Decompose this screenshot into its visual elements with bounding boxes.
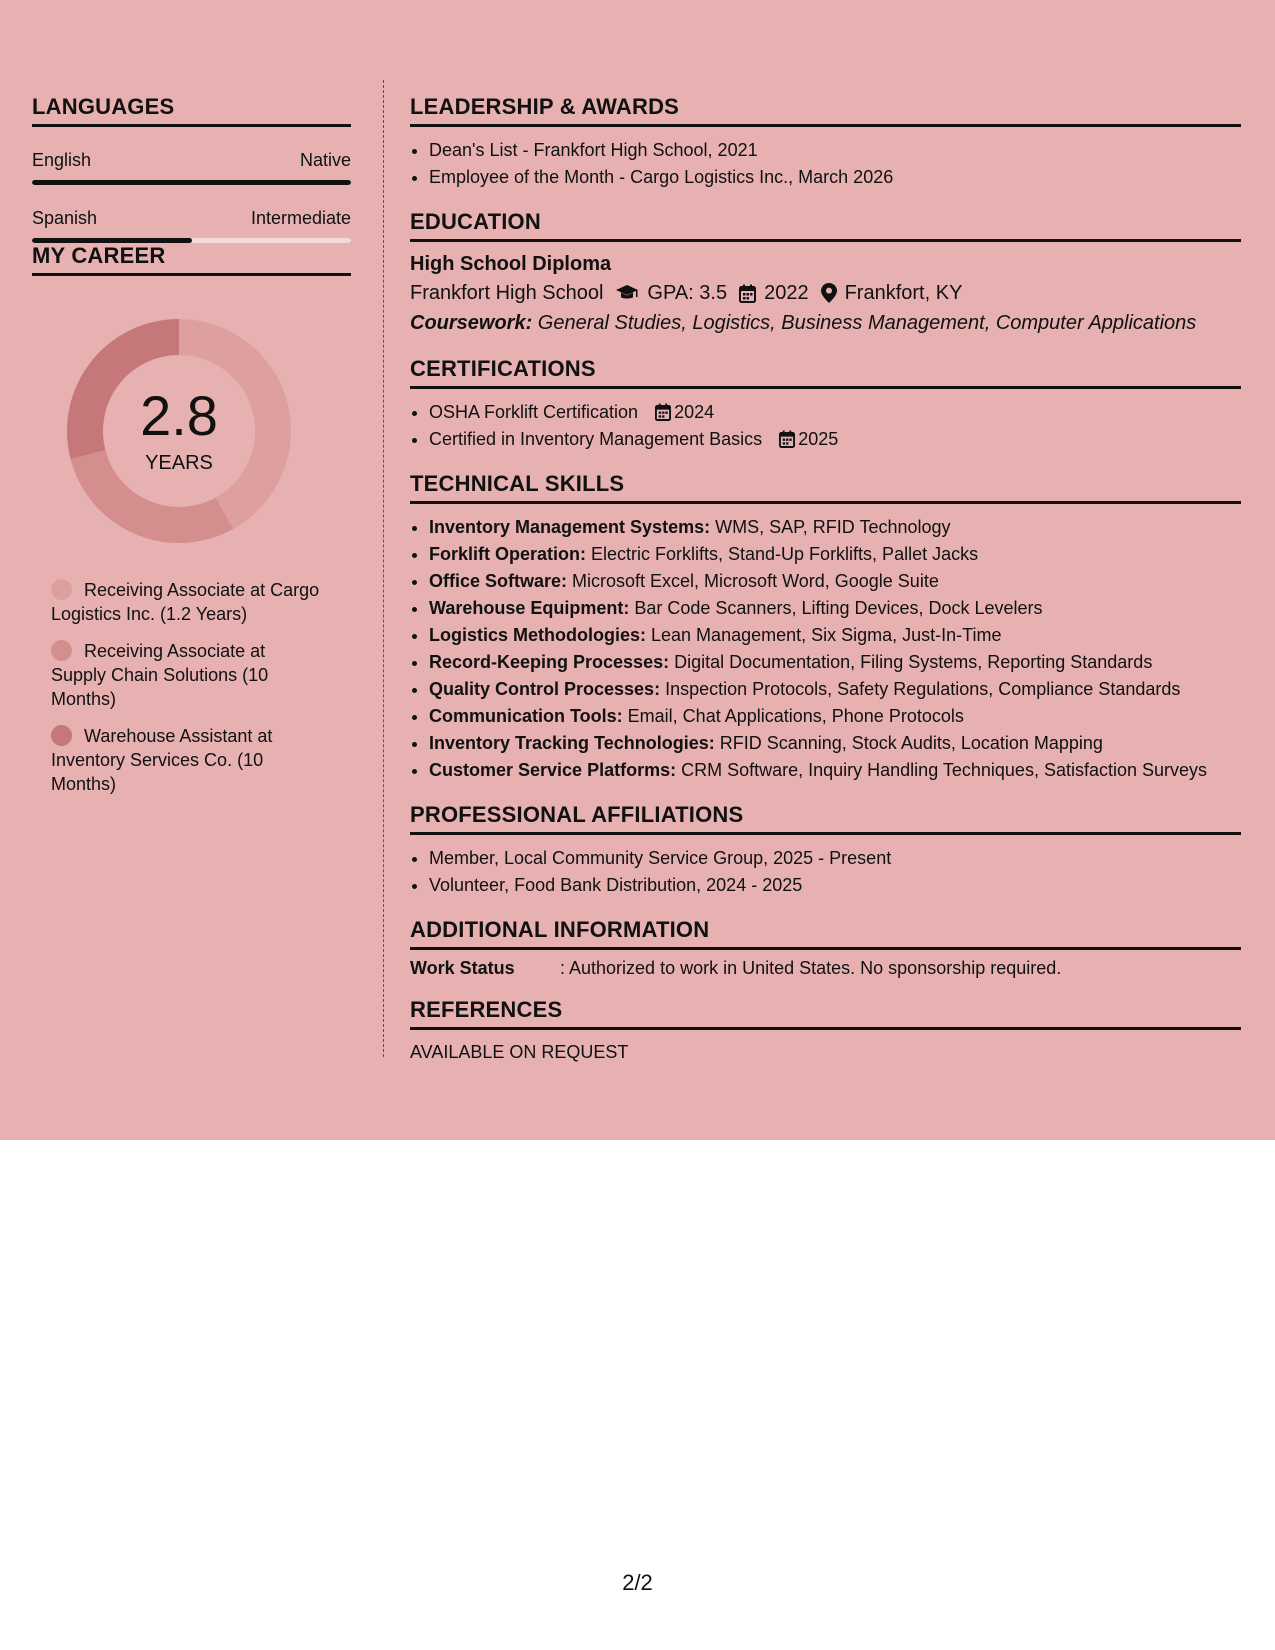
legend-color-dot [51,640,72,661]
language-name: Spanish [32,208,98,228]
skill-category: Inventory Management Systems: [429,517,711,537]
calendar-icon [739,284,756,303]
skill-values: Microsoft Excel, Microsoft Word, Google Suite [567,571,939,591]
references-section [410,997,1241,1063]
certifications-section [410,356,1241,453]
affiliations-section [410,802,1241,899]
references-text: AVAILABLE ON REQUEST [410,1042,629,1062]
certification-year: 2025 [798,429,839,449]
affiliations-heading: PROFESSIONAL AFFILIATIONS [410,802,1241,835]
skill-category: Forklift Operation: [429,544,586,564]
list-item [429,399,1241,426]
calendar-icon [779,430,795,448]
list-item [429,426,1241,453]
skill-category: Record-Keeping Processes: [429,652,670,672]
list-item: • Dean's List - Frankfort High School, 2021 [429,137,1241,164]
additional-info-heading: ADDITIONAL INFORMATION [410,917,1241,950]
graduation-cap-icon [615,284,639,302]
education-school: Frankfort High School [410,282,604,304]
education-section [410,209,1241,338]
list-item: • Member, Local Community Service Group, 2025 - Present [429,845,1241,872]
work-status-row [410,958,1241,979]
languages-heading: LANGUAGES [32,94,351,127]
coursework-label: Coursework: [410,312,533,334]
career-legend-item [51,724,321,796]
skill-item [429,622,1241,649]
skill-item [429,514,1241,541]
career-years-unit: YEARS [145,452,213,474]
page-number: 2/2 [622,1570,653,1595]
calendar-icon [655,403,671,421]
list-item: • Employee of the Month - Cargo Logistics Inc., March 2026 [429,164,1241,191]
additional-info-section [410,917,1241,979]
leadership-heading: LEADERSHIP & AWARDS [410,94,1241,127]
skill-item [429,676,1241,703]
career-donut-chart [64,316,294,546]
skill-category: Inventory Tracking Technologies: [429,733,715,753]
work-status-label: Work Status [410,958,515,978]
career-legend [51,578,321,796]
skill-values: Bar Code Scanners, Lifting Devices, Dock Levelers [629,598,1043,618]
leadership-section [410,94,1241,191]
references-heading: REFERENCES [410,997,1241,1030]
certification-name: OSHA Forklift Certification [429,402,639,422]
career-heading: MY CAREER [32,243,351,276]
skill-category: Office Software: [429,571,568,591]
skill-item [429,703,1241,730]
career-legend-item [51,578,321,626]
column-divider [383,80,384,1057]
skill-values: Digital Documentation, Filing Systems, Reporting Standards [669,652,1153,672]
coursework-value: General Studies, Logistics, Business Management, Computer Applications [532,312,1197,334]
language-item [32,207,351,243]
career-job-label: Receiving Associate at Cargo Logistics Inc. (1.2 Years) [51,580,320,624]
skill-category: Warehouse Equipment: [429,598,630,618]
skill-values: WMS, SAP, RFID Technology [710,517,951,537]
language-level: Intermediate [250,208,351,228]
education-coursework [410,308,1241,338]
education-year: 2022 [764,282,809,304]
language-item [32,149,351,185]
left-column [32,94,351,809]
skill-category: Customer Service Platforms: [429,760,677,780]
skill-values: Inspection Protocols, Safety Regulations, Compliance Standards [660,679,1181,699]
map-pin-icon [821,283,837,303]
legend-color-dot [51,579,72,600]
skill-values: Email, Chat Applications, Phone Protocols [622,706,964,726]
career-legend-item [51,639,321,711]
career-total-years: 2.8 [140,384,218,447]
education-gpa: GPA: 3.5 [647,282,728,304]
work-status-value: : Authorized to work in United States. No sponsorship required. [560,958,1062,978]
skill-values: Electric Forklifts, Stand-Up Forklifts, Pallet Jacks [586,544,979,564]
skill-item [429,757,1241,784]
right-column [410,94,1241,1081]
skill-item [429,595,1241,622]
skill-item [429,730,1241,757]
technical-skills-heading: TECHNICAL SKILLS [410,471,1241,504]
education-details [410,278,1241,308]
career-job-label: Receiving Associate at Supply Chain Solutions (10 Months) [51,641,269,709]
list-item: • Volunteer, Food Bank Distribution, 2024 - 2025 [429,872,1241,899]
language-name: English [32,150,92,170]
language-level: Native [299,150,351,170]
skill-category: Logistics Methodologies: [429,625,647,645]
technical-skills-section [410,471,1241,784]
skill-item [429,541,1241,568]
language-proficiency-bar [32,180,351,185]
skill-item [429,649,1241,676]
career-job-label: Warehouse Assistant at Inventory Services Co. (10 Months) [51,726,273,794]
skill-values: CRM Software, Inquiry Handling Techniques, Satisfaction Surveys [676,760,1208,780]
skill-item [429,568,1241,595]
education-location: Frankfort, KY [844,282,963,304]
skill-values: Lean Management, Six Sigma, Just-In-Time [646,625,1002,645]
legend-color-dot [51,725,72,746]
skill-values: RFID Scanning, Stock Audits, Location Mapping [714,733,1103,753]
certification-year: 2024 [674,402,715,422]
skill-category: Quality Control Processes: [429,679,661,699]
education-heading: EDUCATION [410,209,1241,242]
language-proficiency-fill [32,180,351,185]
certifications-heading: CERTIFICATIONS [410,356,1241,389]
skill-category: Communication Tools: [429,706,623,726]
education-degree: High School Diploma [410,253,612,275]
certification-name: Certified in Inventory Management Basics [429,429,763,449]
